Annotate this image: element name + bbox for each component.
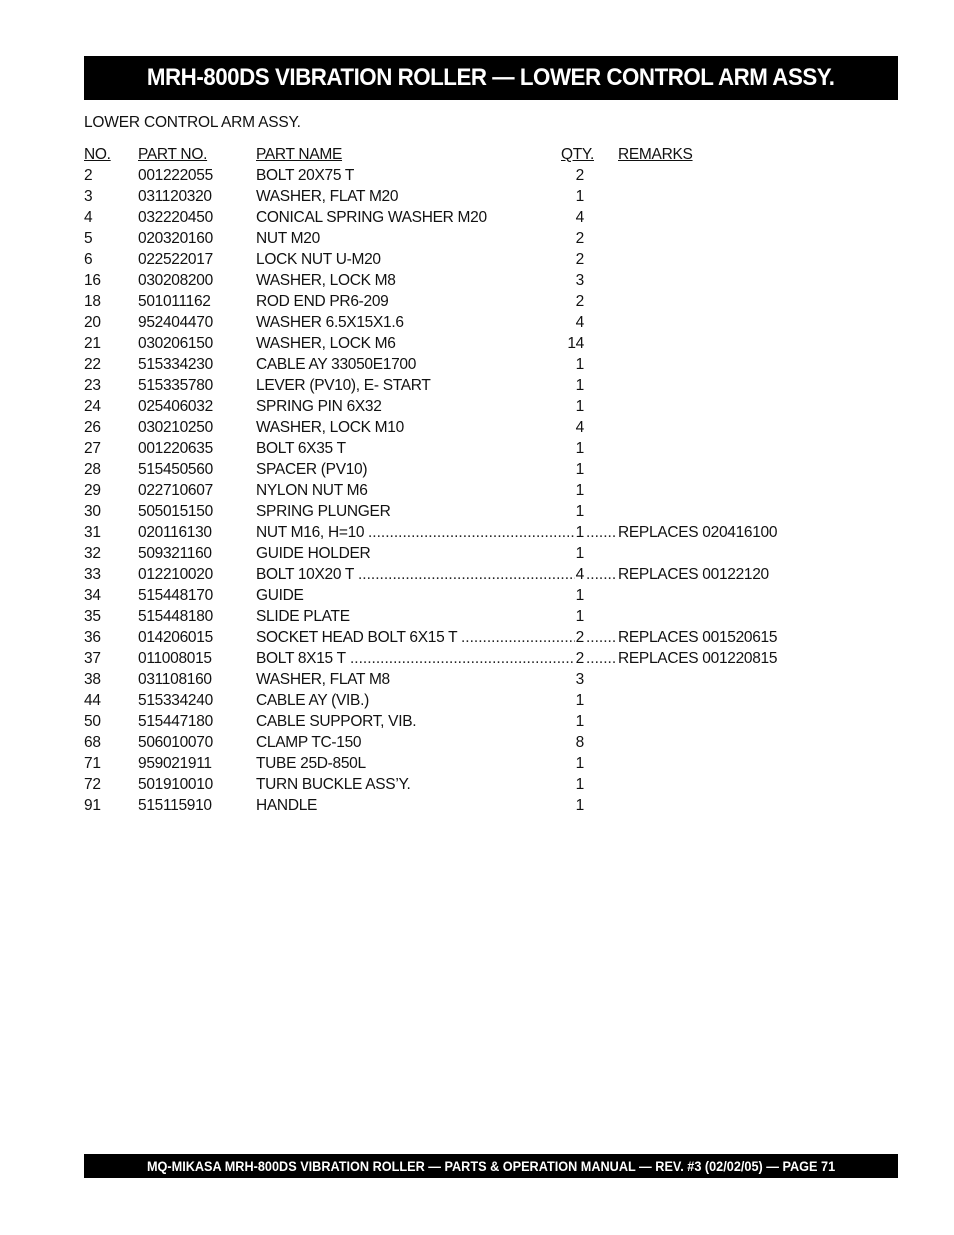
part-qty: 4 — [575, 209, 584, 226]
part-number: 515335780 — [138, 377, 213, 394]
part-number-index: 27 — [84, 440, 101, 457]
part-number: 515447180 — [138, 713, 213, 730]
part-qty: 3 — [575, 272, 584, 289]
part-number-index: 32 — [84, 545, 101, 562]
part-remarks: REPLACES 020416100 — [618, 524, 778, 541]
part-number-index: 91 — [84, 797, 101, 814]
part-number-index: 24 — [84, 398, 101, 415]
table-row — [84, 774, 898, 795]
table-row — [84, 291, 898, 312]
table-row — [84, 522, 898, 543]
part-name: ROD END PR6-209 — [256, 293, 389, 310]
table-row — [84, 312, 898, 333]
table-row — [84, 564, 898, 585]
part-number-index: 22 — [84, 356, 101, 373]
footer-text: MQ-MIKASA MRH-800DS VIBRATION ROLLER — PARTS & OPERATION MANUAL — REV. #3 (02/02/05) — PAGE 71 — [146, 1158, 836, 1174]
table-row — [84, 795, 898, 816]
part-remarks: REPLACES 001220815 — [618, 650, 778, 667]
table-row — [84, 228, 898, 249]
part-name: SLIDE PLATE — [256, 608, 350, 625]
part-qty: 2 — [575, 650, 584, 667]
part-number-index: 5 — [84, 230, 93, 247]
section-title: LOWER CONTROL ARM ASSY. — [84, 114, 301, 131]
part-name: GUIDE — [256, 587, 304, 604]
footer-bar — [84, 1154, 898, 1178]
part-number: 001222055 — [138, 167, 213, 184]
part-number-index: 34 — [84, 587, 101, 604]
part-number: 501910010 — [138, 776, 213, 793]
column-header-part-no: PART NO. — [138, 146, 208, 163]
part-qty: 1 — [575, 797, 584, 814]
part-qty: 1 — [575, 587, 584, 604]
part-number-index: 68 — [84, 734, 101, 751]
part-qty: 1 — [575, 776, 584, 793]
page-title-bar — [84, 56, 898, 100]
part-number: 011008015 — [138, 650, 212, 667]
table-row — [84, 354, 898, 375]
table-row — [84, 396, 898, 417]
parts-list-header — [84, 144, 898, 165]
part-qty: 1 — [575, 524, 584, 541]
part-name: SOCKET HEAD BOLT 6X15 T — [256, 629, 458, 646]
part-name: CLAMP TC-150 — [256, 734, 362, 751]
part-number: 020320160 — [138, 230, 213, 247]
dot-leader — [586, 648, 616, 669]
part-name: TURN BUCKLE ASS’Y. — [256, 776, 411, 793]
table-row — [84, 585, 898, 606]
part-number-index: 3 — [84, 188, 93, 205]
dot-leader — [368, 522, 575, 543]
table-row — [84, 333, 898, 354]
column-header-part-name: PART NAME — [256, 146, 343, 163]
part-name: WASHER, LOCK M10 — [256, 419, 404, 436]
table-row — [84, 186, 898, 207]
part-number: 032220450 — [138, 209, 213, 226]
part-number-index: 36 — [84, 629, 101, 646]
dot-leader — [586, 522, 616, 543]
part-name: CABLE AY 33050E1700 — [256, 356, 417, 373]
part-number-index: 72 — [84, 776, 101, 793]
part-name: BOLT 20X75 T — [256, 167, 355, 184]
part-number-index: 21 — [84, 335, 101, 352]
part-number: 020116130 — [138, 524, 212, 541]
part-remarks: REPLACES 001520615 — [618, 629, 778, 646]
part-number: 022710607 — [138, 482, 213, 499]
part-number: 014206015 — [138, 629, 213, 646]
table-row — [84, 417, 898, 438]
part-name: WASHER 6.5X15X1.6 — [256, 314, 404, 331]
part-number: 030206150 — [138, 335, 213, 352]
table-row — [84, 207, 898, 228]
page-title: MRH-800DS VIBRATION ROLLER — LOWER CONTROL ARM ASSY. — [147, 64, 835, 91]
table-row — [84, 690, 898, 711]
parts-list — [84, 144, 898, 816]
part-name: SPACER (PV10) — [256, 461, 368, 478]
part-qty: 1 — [575, 440, 584, 457]
part-number: 515334230 — [138, 356, 213, 373]
part-number-index: 30 — [84, 503, 101, 520]
part-number: 001220635 — [138, 440, 213, 457]
column-header-remarks: REMARKS — [618, 146, 693, 163]
part-number: 515450560 — [138, 461, 213, 478]
part-name: CABLE SUPPORT, VIB. — [256, 713, 417, 730]
part-number: 025406032 — [138, 398, 213, 415]
part-number: 959021911 — [138, 755, 212, 772]
part-number: 031108160 — [138, 671, 212, 688]
table-row — [84, 459, 898, 480]
part-number: 509321160 — [138, 545, 212, 562]
part-name: WASHER, LOCK M6 — [256, 335, 396, 352]
part-name: NYLON NUT M6 — [256, 482, 368, 499]
part-qty: 8 — [575, 734, 584, 751]
part-number-index: 6 — [84, 251, 93, 268]
part-name: CABLE AY (VIB.) — [256, 692, 369, 709]
part-qty: 4 — [575, 314, 584, 331]
part-number: 515448170 — [138, 587, 213, 604]
part-name: BOLT 10X20 T — [256, 566, 355, 583]
part-qty: 1 — [575, 755, 584, 772]
part-number-index: 71 — [84, 755, 101, 772]
part-qty: 14 — [567, 335, 584, 352]
part-qty: 2 — [575, 167, 584, 184]
part-name: SPRING PIN 6X32 — [256, 398, 382, 415]
part-name: WASHER, FLAT M20 — [256, 188, 399, 205]
table-row — [84, 648, 898, 669]
part-name: BOLT 8X15 T — [256, 650, 346, 667]
part-name: TUBE 25D-850L — [256, 755, 366, 772]
part-number-index: 26 — [84, 419, 101, 436]
part-qty: 2 — [575, 230, 584, 247]
table-row — [84, 753, 898, 774]
part-name: LOCK NUT U-M20 — [256, 251, 381, 268]
part-number-index: 37 — [84, 650, 101, 667]
part-number-index: 38 — [84, 671, 101, 688]
part-name: GUIDE HOLDER — [256, 545, 371, 562]
part-number: 515334240 — [138, 692, 213, 709]
part-number: 031120320 — [138, 188, 212, 205]
table-row — [84, 249, 898, 270]
table-row — [84, 543, 898, 564]
part-name: NUT M20 — [256, 230, 320, 247]
part-number-index: 2 — [84, 167, 93, 184]
part-number-index: 33 — [84, 566, 101, 583]
table-row — [84, 627, 898, 648]
part-number: 022522017 — [138, 251, 213, 268]
part-name: LEVER (PV10), E- START — [256, 377, 431, 394]
part-number: 515448180 — [138, 608, 213, 625]
dot-leader — [461, 627, 575, 648]
part-qty: 4 — [575, 419, 584, 436]
column-header-qty: QTY. — [561, 146, 594, 163]
part-number-index: 35 — [84, 608, 101, 625]
part-number-index: 50 — [84, 713, 101, 730]
table-row — [84, 606, 898, 627]
part-qty: 2 — [575, 251, 584, 268]
part-name: WASHER, FLAT M8 — [256, 671, 390, 688]
table-row — [84, 732, 898, 753]
part-qty: 2 — [575, 293, 584, 310]
part-name: WASHER, LOCK M8 — [256, 272, 396, 289]
part-number-index: 44 — [84, 692, 101, 709]
part-qty: 1 — [575, 188, 584, 205]
part-number-index: 23 — [84, 377, 101, 394]
part-number-index: 28 — [84, 461, 101, 478]
part-qty: 4 — [575, 566, 584, 583]
part-qty: 1 — [575, 692, 584, 709]
part-name: SPRING PLUNGER — [256, 503, 391, 520]
part-qty: 1 — [575, 608, 584, 625]
part-number: 505015150 — [138, 503, 213, 520]
table-row — [84, 375, 898, 396]
part-qty: 1 — [575, 503, 584, 520]
part-number-index: 4 — [84, 209, 93, 226]
dot-leader — [586, 627, 616, 648]
table-row — [84, 480, 898, 501]
table-row — [84, 669, 898, 690]
part-number: 506010070 — [138, 734, 213, 751]
part-qty: 1 — [575, 545, 584, 562]
part-number-index: 29 — [84, 482, 101, 499]
dot-leader — [586, 564, 616, 585]
dot-leader — [358, 564, 575, 585]
parts-list-body — [84, 165, 898, 816]
part-qty: 1 — [575, 482, 584, 499]
table-row — [84, 270, 898, 291]
table-row — [84, 711, 898, 732]
part-number-index: 31 — [84, 524, 101, 541]
table-row — [84, 438, 898, 459]
table-row — [84, 165, 898, 186]
part-name: HANDLE — [256, 797, 318, 814]
part-number: 030210250 — [138, 419, 213, 436]
part-number-index: 16 — [84, 272, 101, 289]
column-header-no: NO. — [84, 146, 111, 163]
part-number: 515115910 — [138, 797, 212, 814]
part-name: BOLT 6X35 T — [256, 440, 346, 457]
part-number: 012210020 — [138, 566, 213, 583]
part-qty: 1 — [575, 461, 584, 478]
part-number: 952404470 — [138, 314, 213, 331]
part-number: 030208200 — [138, 272, 213, 289]
part-number-index: 18 — [84, 293, 101, 310]
part-qty: 1 — [575, 377, 584, 394]
part-number: 501011162 — [138, 293, 211, 310]
part-name: CONICAL SPRING WASHER M20 — [256, 209, 487, 226]
part-name: NUT M16, H=10 — [256, 524, 365, 541]
table-row — [84, 501, 898, 522]
part-remarks: REPLACES 00122120 — [618, 566, 769, 583]
part-qty: 1 — [575, 398, 584, 415]
part-number-index: 20 — [84, 314, 101, 331]
part-qty: 2 — [575, 629, 584, 646]
part-qty: 1 — [575, 356, 584, 373]
part-qty: 1 — [575, 713, 584, 730]
part-qty: 3 — [575, 671, 584, 688]
dot-leader — [350, 648, 575, 669]
